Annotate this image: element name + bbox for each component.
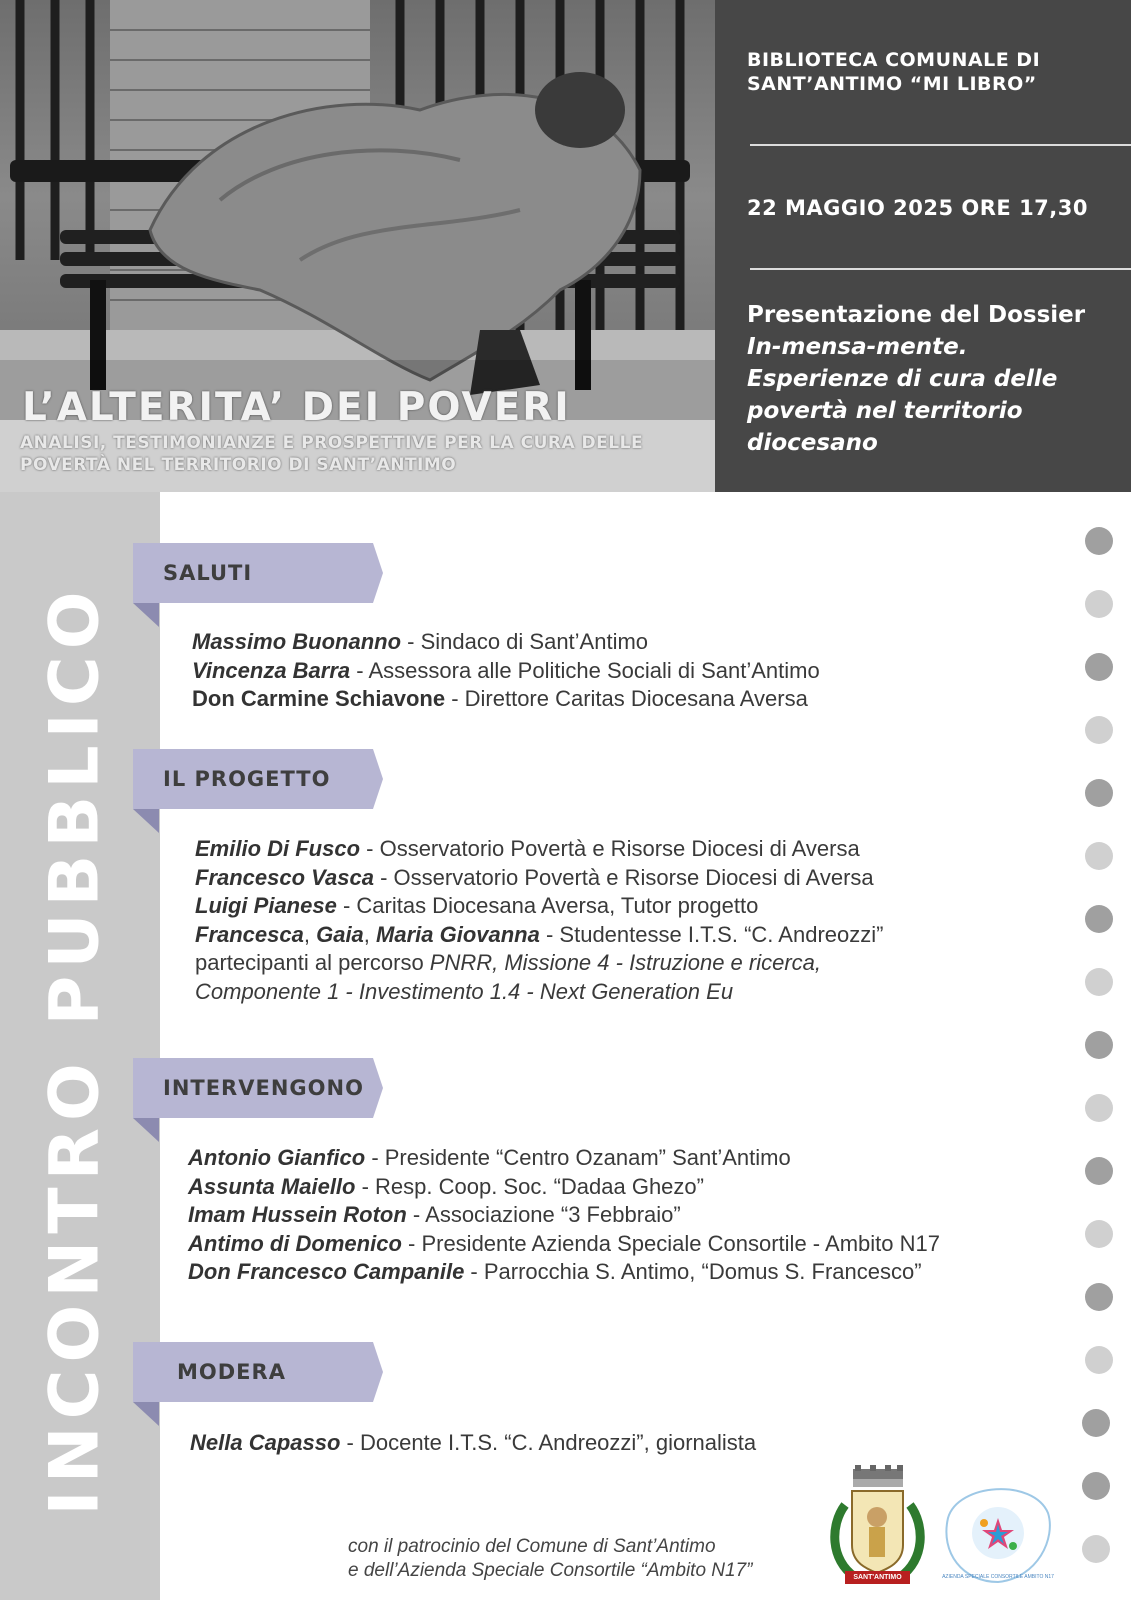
section-ribbon-intervengono — [133, 1058, 383, 1118]
event-date: 22 MAGGIO 2025 ORE 17,30 — [747, 196, 1088, 220]
decorative-dot — [1085, 905, 1113, 933]
ribbon-shape — [133, 543, 383, 628]
speaker-role: - Caritas Diocesana Aversa, Tutor progetto — [336, 893, 759, 918]
section-label: MODERA — [177, 1360, 286, 1384]
speaker-name: Don Carmine Schiavone — [192, 686, 446, 711]
ribbon-shape — [133, 749, 383, 834]
hero-photo — [0, 0, 715, 492]
incontro-pubblico-label: INCONTRO PUBBLICO — [35, 584, 115, 1516]
comune-crest-logo — [825, 1465, 930, 1595]
modera-list — [190, 1429, 756, 1458]
speaker-name: Assunta Maiello — [188, 1173, 356, 1199]
decorative-dot — [1085, 779, 1113, 807]
progetto-list — [195, 835, 883, 1006]
presentation-line-5 — [747, 427, 1107, 459]
speaker-name: Francesco Vasca — [195, 864, 374, 890]
list-item — [195, 864, 883, 893]
list-item-continued — [195, 978, 883, 1007]
dossier-subtitle-1: Esperienze di cura delle — [747, 366, 1058, 392]
speaker-role: - Presidente Azienda Speciale Consortile - Ambito N17 — [401, 1230, 940, 1256]
section-label: IL PROGETTO — [163, 767, 331, 791]
speaker-role: - Resp. Coop. Soc. “Dadaa Ghezo” — [355, 1173, 704, 1199]
speaker-name: Nella Capasso — [190, 1430, 341, 1455]
divider — [750, 144, 1131, 146]
presentation-line-1: Presentazione del Dossier — [747, 302, 1086, 328]
list-item — [195, 892, 883, 921]
decorative-dot — [1082, 1472, 1110, 1500]
decorative-dot — [1082, 1409, 1110, 1437]
azienda-consortile-logo — [938, 1478, 1058, 1586]
list-item — [188, 1201, 940, 1230]
patronage-line-2: e dell’Azienda Speciale Consortile “Ambito N17” — [348, 1560, 753, 1581]
event-title: L’ALTERITA’ DEI POVERI — [22, 385, 571, 430]
speaker-name: Vincenza Barra — [192, 657, 351, 683]
speaker-role: - Parrocchia S. Antimo, “Domus S. Francesco” — [464, 1259, 922, 1284]
section-label: SALUTI — [163, 561, 253, 585]
dossier-subtitle-3: diocesano — [747, 430, 878, 456]
student-name: Maria Giovanna — [376, 921, 540, 947]
venue — [747, 48, 1040, 96]
decorative-dot — [1085, 527, 1113, 555]
list-item — [195, 835, 883, 864]
section-ribbon-saluti — [133, 543, 383, 603]
student-name: Gaia — [316, 921, 364, 947]
speaker-name: Don Francesco Campanile — [188, 1259, 465, 1284]
consortile-emblem-icon — [938, 1478, 1058, 1586]
separator: , — [303, 921, 317, 947]
section-ribbon-modera — [133, 1342, 383, 1402]
list-item — [192, 628, 820, 657]
program-text: partecipanti al percorso — [195, 950, 430, 975]
decorative-dot — [1085, 968, 1113, 996]
consortile-logo-text: AZIENDA SPECIALE CONSORTILE AMBITO N17 — [942, 1574, 1054, 1580]
dossier-subtitle-2: povertà nel territorio — [747, 398, 1023, 424]
list-item — [195, 921, 883, 950]
list-item — [188, 1144, 940, 1173]
program-name: Componente 1 - Investimento 1.4 - Next Generation Eu — [195, 978, 734, 1004]
speaker-name: Emilio Di Fusco — [195, 836, 361, 861]
divider — [750, 268, 1131, 270]
decorative-dot — [1085, 1346, 1113, 1374]
list-item — [188, 1258, 940, 1287]
speaker-role: - Sindaco di Sant’Antimo — [401, 629, 649, 654]
decorative-dot — [1085, 716, 1113, 744]
decorative-dot — [1085, 842, 1113, 870]
list-item — [192, 685, 820, 714]
program-name: PNRR, Missione 4 - Istruzione e ricerca, — [429, 950, 822, 975]
presentation-line-4 — [747, 395, 1107, 427]
speaker-role: - Docente I.T.S. “C. Andreozzi”, giornalista — [340, 1430, 757, 1455]
list-item-continued — [195, 949, 883, 978]
ribbon-shape — [133, 1058, 383, 1143]
decorative-dot — [1085, 1094, 1113, 1122]
list-item — [188, 1230, 940, 1259]
patronage-text — [348, 1535, 752, 1583]
list-item — [192, 657, 820, 686]
decorative-dot — [1085, 1283, 1113, 1311]
decorative-dot — [1082, 1535, 1110, 1563]
speaker-name: Massimo Buonanno — [192, 629, 402, 654]
presentation-text — [747, 299, 1107, 459]
speaker-role: - Associazione “3 Febbraio” — [406, 1202, 681, 1227]
speaker-name: Antimo di Domenico — [188, 1230, 402, 1256]
speaker-role: - Presidente “Centro Ozanam” Sant’Antimo — [365, 1145, 791, 1170]
venue-line-2: SANT’ANTIMO “MI LIBRO” — [747, 73, 1037, 95]
decorative-dot — [1085, 653, 1113, 681]
list-item — [188, 1173, 940, 1202]
speaker-role: - Direttore Caritas Diocesana Aversa — [445, 686, 808, 711]
event-subtitle: ANALISI, TESTIMONIANZE E PROSPETTIVE PER LA CURA DELLE POVERTÀ NEL TERRITORIO DI SANT’ANTIMO — [20, 433, 644, 475]
speaker-role: - Assessora alle Politiche Sociali di Sant’Antimo — [350, 657, 820, 683]
section-label: INTERVENGONO — [163, 1076, 364, 1100]
speaker-name: Imam Hussein Roton — [188, 1202, 407, 1227]
patronage-line-1: con il patrocinio del Comune di Sant’Antimo — [348, 1536, 716, 1557]
student-name: Francesca — [195, 921, 304, 947]
speaker-role: - Osservatorio Povertà e Risorse Diocesi di Aversa — [373, 864, 874, 890]
ribbon-shape — [133, 1342, 383, 1427]
intervengono-list — [188, 1144, 940, 1287]
saluti-list — [192, 628, 820, 714]
speaker-role: - Osservatorio Povertà e Risorse Diocesi di Aversa — [360, 836, 860, 861]
decorative-dot — [1085, 590, 1113, 618]
decorative-dot — [1085, 1157, 1113, 1185]
speaker-name: Antonio Gianfico — [188, 1145, 366, 1170]
list-item — [190, 1429, 756, 1458]
venue-line-1: BIBLIOTECA COMUNALE DI — [747, 49, 1041, 71]
separator: , — [363, 921, 377, 947]
info-panel — [715, 0, 1131, 492]
dossier-title: In-mensa-mente. — [747, 334, 968, 360]
presentation-line-3 — [747, 363, 1107, 395]
crest-ribbon-text: SANT'ANTIMO — [853, 1574, 902, 1581]
speaker-role: - Studentesse I.T.S. “C. Andreozzi” — [539, 921, 884, 947]
presentation-line-2 — [747, 331, 1107, 363]
section-ribbon-progetto — [133, 749, 383, 809]
speaker-name: Luigi Pianese — [195, 893, 337, 918]
decorative-dot — [1085, 1031, 1113, 1059]
decorative-dot — [1085, 1220, 1113, 1248]
